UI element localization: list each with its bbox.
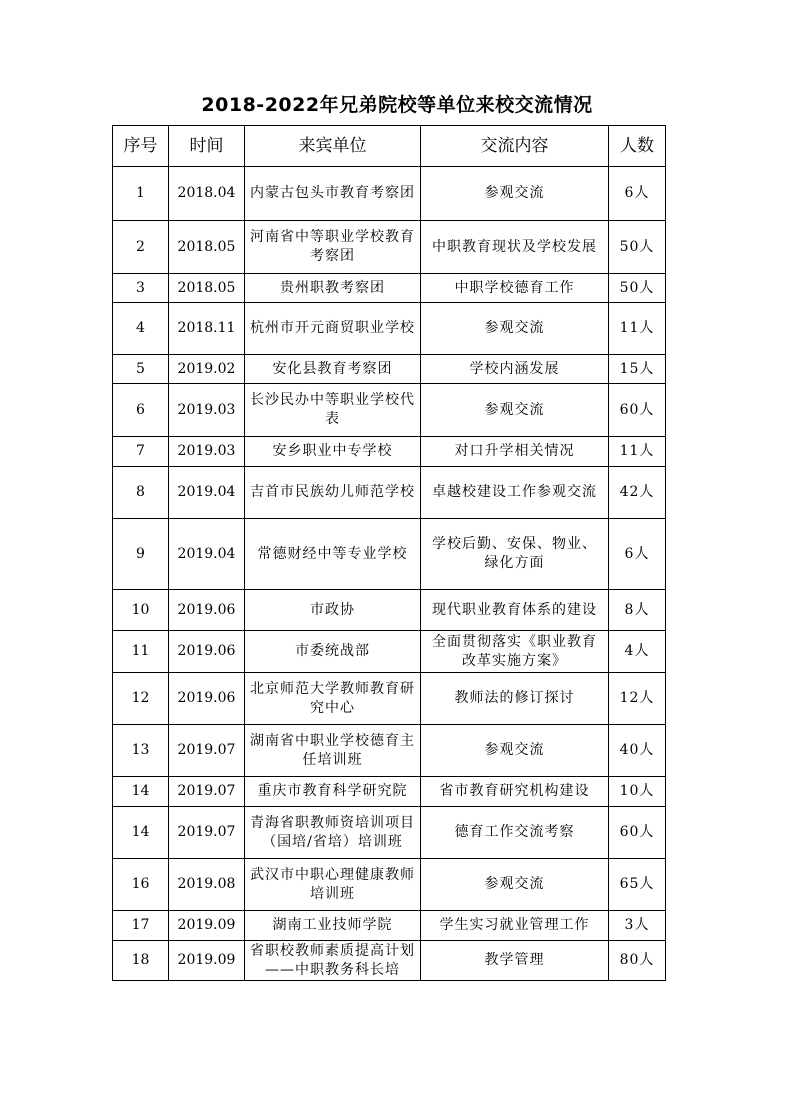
- table-row: [113, 725, 666, 777]
- row-number: 10: [113, 590, 169, 631]
- row-count: 6人: [609, 167, 666, 221]
- table-row: [113, 590, 666, 631]
- row-content: 学校后勤、安保、物业、绿化方面: [421, 519, 609, 590]
- table-row: [113, 384, 666, 437]
- row-date: 2018.05: [169, 221, 245, 274]
- row-count: 80人: [609, 941, 666, 981]
- row-unit: 武汉市中职心理健康教师培训班: [245, 859, 421, 911]
- row-date: 2019.03: [169, 437, 245, 467]
- row-unit: 安乡职业中专学校: [245, 437, 421, 467]
- row-count: 50人: [609, 274, 666, 303]
- row-unit: 湖南工业技师学院: [245, 911, 421, 941]
- table-row: [113, 467, 666, 519]
- row-content: 学校内涵发展: [421, 355, 609, 384]
- table-row: [113, 941, 666, 981]
- table-row: [113, 274, 666, 303]
- row-date: 2019.09: [169, 911, 245, 941]
- table-row: [113, 355, 666, 384]
- header-content: 交流内容: [421, 126, 609, 167]
- row-content: 参观交流: [421, 303, 609, 355]
- table-row: [113, 777, 666, 807]
- row-number: 6: [113, 384, 169, 437]
- table-header-row: [113, 126, 666, 167]
- row-count: 50人: [609, 221, 666, 274]
- row-content: 中职教育现状及学校发展: [421, 221, 609, 274]
- row-date: 2019.06: [169, 631, 245, 673]
- row-date: 2018.11: [169, 303, 245, 355]
- row-date: 2019.02: [169, 355, 245, 384]
- row-number: 1: [113, 167, 169, 221]
- row-unit: 吉首市民族幼儿师范学校: [245, 467, 421, 519]
- table-row: [113, 519, 666, 590]
- row-unit: 市委统战部: [245, 631, 421, 673]
- row-content: 省市教育研究机构建设: [421, 777, 609, 807]
- row-number: 2: [113, 221, 169, 274]
- table-row: [113, 631, 666, 673]
- table-row: [113, 859, 666, 911]
- row-number: 7: [113, 437, 169, 467]
- row-number: 12: [113, 673, 169, 725]
- row-count: 4人: [609, 631, 666, 673]
- row-count: 40人: [609, 725, 666, 777]
- row-count: 60人: [609, 807, 666, 859]
- row-count: 60人: [609, 384, 666, 437]
- row-date: 2019.09: [169, 941, 245, 981]
- row-count: 11人: [609, 437, 666, 467]
- row-content: 现代职业教育体系的建设: [421, 590, 609, 631]
- row-number: 11: [113, 631, 169, 673]
- row-date: 2019.07: [169, 777, 245, 807]
- table-row: [113, 437, 666, 467]
- row-content: 对口升学相关情况: [421, 437, 609, 467]
- row-date: 2018.05: [169, 274, 245, 303]
- row-count: 3人: [609, 911, 666, 941]
- row-number: 14: [113, 807, 169, 859]
- table-row: [113, 911, 666, 941]
- row-count: 10人: [609, 777, 666, 807]
- row-count: 8人: [609, 590, 666, 631]
- row-unit: 重庆市教育科学研究院: [245, 777, 421, 807]
- row-number: 13: [113, 725, 169, 777]
- row-unit: 常德财经中等专业学校: [245, 519, 421, 590]
- row-number: 16: [113, 859, 169, 911]
- row-number: 4: [113, 303, 169, 355]
- row-content: 卓越校建设工作参观交流: [421, 467, 609, 519]
- row-count: 11人: [609, 303, 666, 355]
- row-date: 2019.06: [169, 590, 245, 631]
- row-number: 18: [113, 941, 169, 981]
- page-title: 2018-2022年兄弟院校等单位来校交流情况: [201, 94, 593, 116]
- row-count: 6人: [609, 519, 666, 590]
- table-row: [113, 673, 666, 725]
- header-unit: 来宾单位: [245, 126, 421, 167]
- row-unit: 青海省职教师资培训项目（国培/省培）培训班: [245, 807, 421, 859]
- row-unit: 长沙民办中等职业学校代表: [245, 384, 421, 437]
- row-content: 参观交流: [421, 167, 609, 221]
- row-unit: 河南省中等职业学校教育考察团: [245, 221, 421, 274]
- exchange-table: [112, 125, 666, 981]
- row-content: 学生实习就业管理工作: [421, 911, 609, 941]
- row-unit: 市政协: [245, 590, 421, 631]
- row-content: 全面贯彻落实《职业教育改革实施方案》: [421, 631, 609, 673]
- row-content: 教师法的修订探讨: [421, 673, 609, 725]
- row-unit: 内蒙古包头市教育考察团: [245, 167, 421, 221]
- row-number: 3: [113, 274, 169, 303]
- row-date: 2019.04: [169, 519, 245, 590]
- row-number: 14: [113, 777, 169, 807]
- table-row: [113, 221, 666, 274]
- table-row: [113, 167, 666, 221]
- row-date: 2019.04: [169, 467, 245, 519]
- row-number: 5: [113, 355, 169, 384]
- row-date: 2019.03: [169, 384, 245, 437]
- row-date: 2019.07: [169, 807, 245, 859]
- header-date: 时间: [169, 126, 245, 167]
- row-count: 65人: [609, 859, 666, 911]
- row-unit: 湖南省中职业学校德育主任培训班: [245, 725, 421, 777]
- header-no: 序号: [113, 126, 169, 167]
- row-number: 17: [113, 911, 169, 941]
- row-number: 8: [113, 467, 169, 519]
- row-content: 参观交流: [421, 384, 609, 437]
- row-unit: 北京师范大学教师教育研究中心: [245, 673, 421, 725]
- row-date: 2019.07: [169, 725, 245, 777]
- row-unit: 安化县教育考察团: [245, 355, 421, 384]
- table-row: [113, 303, 666, 355]
- row-date: 2019.08: [169, 859, 245, 911]
- row-unit: 省职校教师素质提高计划——中职教务科长培: [245, 941, 421, 981]
- row-content: 中职学校德育工作: [421, 274, 609, 303]
- row-content: 参观交流: [421, 859, 609, 911]
- row-content: 德育工作交流考察: [421, 807, 609, 859]
- row-date: 2018.04: [169, 167, 245, 221]
- row-count: 12人: [609, 673, 666, 725]
- row-count: 42人: [609, 467, 666, 519]
- header-count: 人数: [609, 126, 666, 167]
- row-content: 教学管理: [421, 941, 609, 981]
- row-unit: 杭州市开元商贸职业学校: [245, 303, 421, 355]
- row-count: 15人: [609, 355, 666, 384]
- table-row: [113, 807, 666, 859]
- row-unit: 贵州职教考察团: [245, 274, 421, 303]
- row-number: 9: [113, 519, 169, 590]
- row-content: 参观交流: [421, 725, 609, 777]
- row-date: 2019.06: [169, 673, 245, 725]
